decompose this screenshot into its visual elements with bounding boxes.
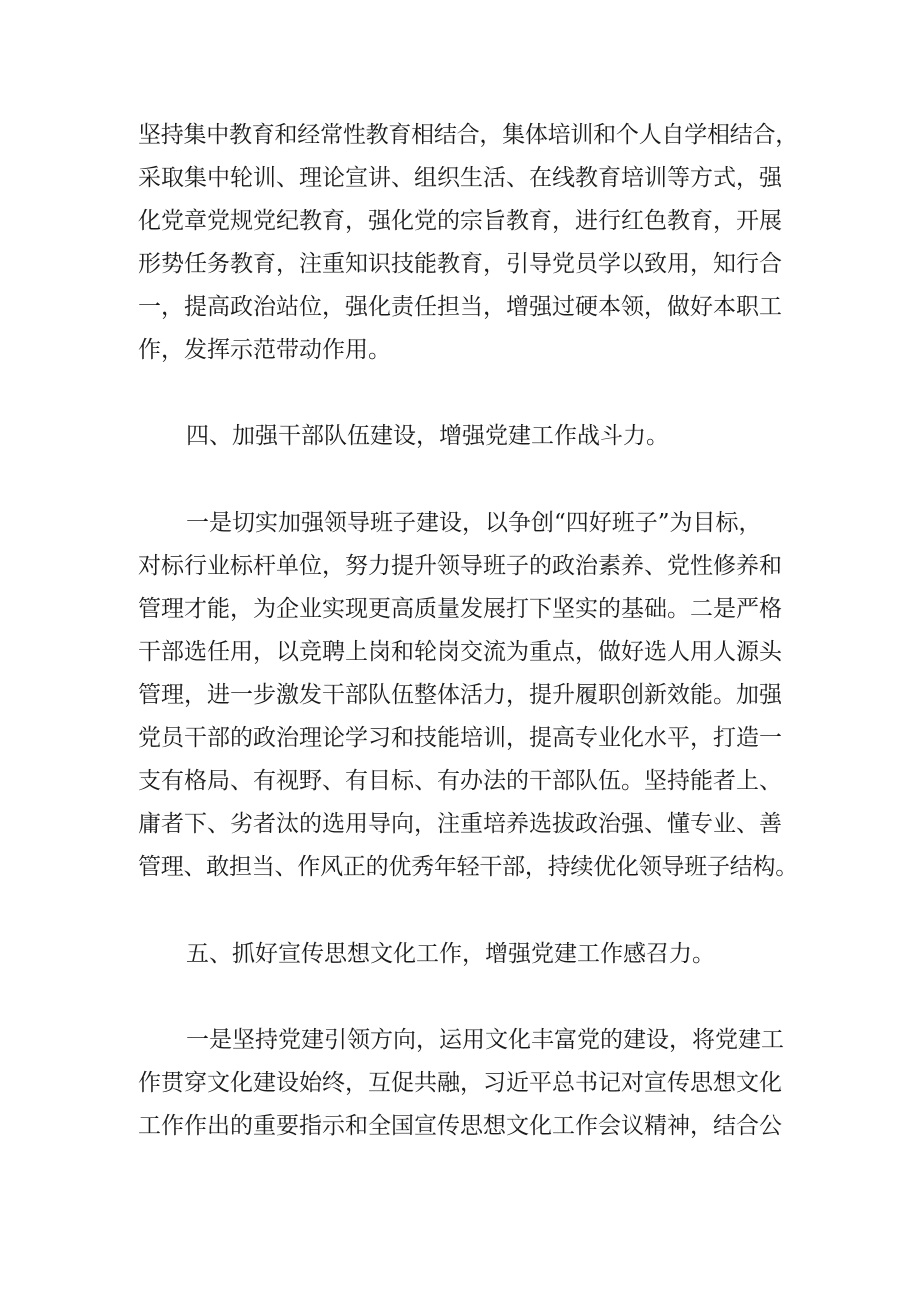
- paragraph-line: 形势任务教育，注重知识技能教育，引导党员学以致用，知行合: [138, 251, 782, 277]
- paragraph-line: 一是切实加强领导班子建设，以争创“四好班子”为目标，: [186, 510, 762, 536]
- paragraph-line: 作，发挥示范带动作用。: [138, 337, 391, 363]
- paragraph-line: 党员干部的政治理论学习和技能培训，提高专业化水平，打造一: [138, 725, 782, 751]
- paragraph-line: 管理，进一步激发干部队伍整体活力，提升履职创新效能。加强: [138, 682, 782, 708]
- paragraph-line: 一，提高政治站位，强化责任担当，增强过硬本领，做好本职工: [138, 294, 782, 320]
- paragraph-line: 管理、敢担当、作风正的优秀年轻干部，持续优化领导班子结构。: [138, 854, 798, 880]
- paragraph-line: 化党章党规党纪教育，强化党的宗旨教育，进行红色教育，开展: [138, 208, 782, 234]
- section-heading: 四、加强干部队伍建设，增强党建工作战斗力。: [186, 423, 669, 449]
- paragraph-line: 作贯穿文化建设始终，互促共融，习近平总书记对宣传思想文化: [138, 1070, 782, 1096]
- paragraph-line: 采取集中轮训、理论宣讲、组织生活、在线教育培训等方式，强: [138, 165, 782, 191]
- paragraph-line: 工作作出的重要指示和全国宣传思想文化工作会议精神，结合公: [138, 1113, 782, 1139]
- paragraph-line: 坚持集中教育和经常性教育相结合，集体培训和个人自学相结合，: [138, 122, 798, 148]
- section-heading: 五、抓好宣传思想文化工作，增强党建工作感召力。: [186, 941, 715, 967]
- paragraph-line: 对标行业标杆单位，努力提升领导班子的政治素养、党性修养和: [138, 553, 782, 579]
- paragraph-line: 庸者下、劣者汰的选用导向，注重培养选拔政治强、懂专业、善: [138, 811, 782, 837]
- paragraph-line: 一是坚持党建引领方向，运用文化丰富党的建设，将党建工: [186, 1027, 784, 1053]
- paragraph-line: 管理才能，为企业实现更高质量发展打下坚实的基础。二是严格: [138, 596, 782, 622]
- paragraph-line: 干部选任用，以竞聘上岗和轮岗交流为重点，做好选人用人源头: [138, 639, 782, 665]
- paragraph-line: 支有格局、有视野、有目标、有办法的干部队伍。坚持能者上、: [138, 768, 782, 794]
